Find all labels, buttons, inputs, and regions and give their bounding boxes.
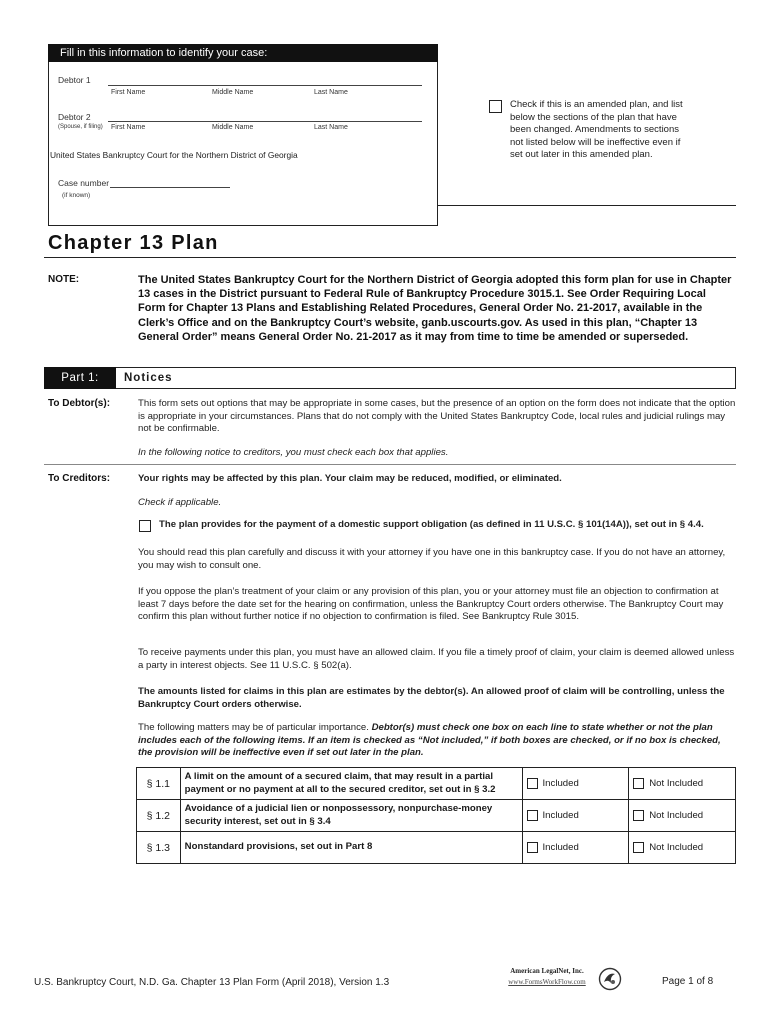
- not-included-checkbox[interactable]: [633, 778, 644, 789]
- included-option[interactable]: [522, 768, 629, 800]
- included-option[interactable]: [522, 832, 629, 864]
- amended-plan-text: Check if this is an amended plan, and list below the sections of the plan that have been changed. Amendments to sections not listed below will be ineffective even if set out later in this amended plan.: [510, 99, 683, 160]
- not-included-label: Not Included: [649, 778, 704, 790]
- debtor2-last-name-caption: Last Name: [314, 124, 348, 131]
- amended-plan-checkbox[interactable]: [489, 100, 502, 113]
- not-included-checkbox[interactable]: [633, 842, 644, 853]
- to-creditors-label: To Creditors:: [48, 473, 111, 484]
- page-number: Page 1 of 8: [662, 976, 714, 987]
- included-checkbox[interactable]: [527, 778, 538, 789]
- footer-form-id: U.S. Bankruptcy Court, N.D. Ga. Chapter 13 Plan Form (April 2018), Version 1.3: [34, 977, 390, 988]
- debtor1-middle-name-caption: Middle Name: [212, 89, 254, 96]
- creditors-paragraph-3: To receive payments under this plan, you must have an allowed claim. If you file a timely proof of claim, your claim is deemed allowed unless a party in interest objects. See 11 U.S.C. § 502(a).: [138, 647, 735, 671]
- logo-company-name: American LegalNet, Inc.: [510, 967, 584, 975]
- to-debtors-text: This form sets out options that may be appropriate in some cases, but the presence of an option on the form does not indicate that the option is appropriate in your circumstances. Plans that do not comply with the United States Bankruptcy Code, local rules and judicial rulings may not be confirmable.: [138, 398, 736, 435]
- debtor1-first-name-caption: First Name: [111, 89, 146, 96]
- item-description: Avoidance of a judicial lien or nonpossessory, nonpurchase-money security interest, set out in § 3.4: [180, 800, 522, 832]
- included-option[interactable]: [522, 800, 629, 832]
- title-rule: [44, 257, 736, 258]
- to-debtors-label: To Debtor(s):: [48, 398, 111, 409]
- note-text: The United States Bankruptcy Court for the Northern District of Georgia adopted this form plan for use in Chapter 13 cases in the District pursuant to Federal Rule of Bankruptcy Procedure 3015.1. See Order Requiring Local Form for Chapter 13 Plans and Establishing Related Procedures, General Order No. 21-2017, available in the Clerk’s Office and on the Bankruptcy Court’s website, ganb.uscourts.gov. As used in this plan, “Chapter 13 General Order” means General Order No. 21-2017 as it may from time to time be amended or superseded.: [138, 274, 732, 343]
- case-info-box: [48, 44, 438, 226]
- included-label: Included: [542, 810, 579, 822]
- check-if-applicable: Check if applicable.: [138, 497, 222, 508]
- to-debtors-italic-note: In the following notice to creditors, you must check each box that applies.: [138, 447, 449, 458]
- not-included-label: Not Included: [649, 810, 704, 822]
- court-name: United States Bankruptcy Court for the Northern District of Georgia: [50, 150, 298, 160]
- not-included-option[interactable]: [629, 768, 736, 800]
- logo-website[interactable]: www.FormsWorkFlow.com: [508, 978, 586, 986]
- plan-items-table: [136, 767, 736, 864]
- amended-rule: [438, 205, 736, 206]
- legalnet-seal-icon: [598, 967, 622, 991]
- item-description: A limit on the amount of a secured claim, that may result in a partial payment or no payment at all to the secured creditor, set out in § 3.2: [180, 768, 522, 800]
- debtor1-name-field[interactable]: [108, 85, 422, 86]
- included-checkbox[interactable]: [527, 810, 538, 821]
- creditors-paragraph-5: [138, 722, 724, 760]
- included-label: Included: [542, 778, 579, 790]
- table-row: [137, 800, 736, 832]
- paragraph-5-emphasis: Debtor(s) must check one box on each line to state whether or not the plan includes each of the following items. If an item is checked as “Not included,” if both boxes are checked, or if no box is checked, the provision will be ineffective even if set out later in the plan.: [138, 722, 721, 759]
- to-creditors-warning: Your rights may be affected by this plan. Your claim may be reduced, modified, or eliminated.: [138, 473, 562, 484]
- case-number-sub-label: (if known): [62, 192, 91, 199]
- debtor2-name-field[interactable]: [108, 121, 422, 122]
- not-included-option[interactable]: [629, 800, 736, 832]
- part1-label: Part 1:: [44, 367, 116, 389]
- not-included-option[interactable]: [629, 832, 736, 864]
- debtor1-last-name-caption: Last Name: [314, 89, 348, 96]
- item-description: Nonstandard provisions, set out in Part 8: [180, 832, 522, 864]
- debtor2-sub-label: (Spouse, if filing): [58, 124, 103, 130]
- page-title: Chapter 13 Plan: [48, 232, 219, 254]
- part1-title: Notices: [124, 372, 173, 384]
- section-number: § 1.1: [137, 768, 181, 800]
- table-row: [137, 768, 736, 800]
- case-info-header: Fill in this information to identify your case:: [48, 44, 438, 62]
- included-checkbox[interactable]: [527, 842, 538, 853]
- american-legalnet-logo: [498, 965, 622, 993]
- debtor2-label: Debtor 2: [58, 112, 91, 122]
- creditors-paragraph-4: The amounts listed for claims in this plan are estimates by the debtor(s). An allowed proof of claim will be controlling, unless the Bankruptcy Court orders otherwise.: [138, 686, 725, 710]
- debtor2-middle-name-caption: Middle Name: [212, 124, 254, 131]
- dso-checkbox[interactable]: [139, 520, 151, 532]
- debtors-rule: [44, 464, 736, 465]
- creditors-paragraph-1: You should read this plan carefully and discuss it with your attorney if you have one in this bankruptcy case. If you do not have an attorney, you may wish to consult one.: [138, 547, 726, 571]
- paragraph-5-plain: The following matters may be of particular importance.: [138, 722, 372, 733]
- case-number-label: Case number: [58, 178, 110, 188]
- debtor1-label: Debtor 1: [58, 75, 91, 85]
- note-label: NOTE:: [48, 274, 80, 285]
- table-row: [137, 832, 736, 864]
- not-included-label: Not Included: [649, 842, 704, 854]
- dso-text: The plan provides for the payment of a domestic support obligation (as defined in 11 U.S.C. § 101(14A)), set out in § 4.4.: [159, 519, 704, 530]
- section-number: § 1.2: [137, 800, 181, 832]
- creditors-paragraph-2: If you oppose the plan’s treatment of your claim or any provision of this plan, you or your attorney must file an objection to confirmation at least 7 days before the date set for the hearing on confirmation, unless the Bankruptcy Court orders otherwise. The Bankruptcy Court may confirm this plan without further notice if no objection to confirmation is filed. See Bankruptcy Rule 3015.: [138, 586, 724, 623]
- debtor2-first-name-caption: First Name: [111, 124, 146, 131]
- included-label: Included: [542, 842, 579, 854]
- case-number-field[interactable]: [110, 187, 230, 188]
- section-number: § 1.3: [137, 832, 181, 864]
- not-included-checkbox[interactable]: [633, 810, 644, 821]
